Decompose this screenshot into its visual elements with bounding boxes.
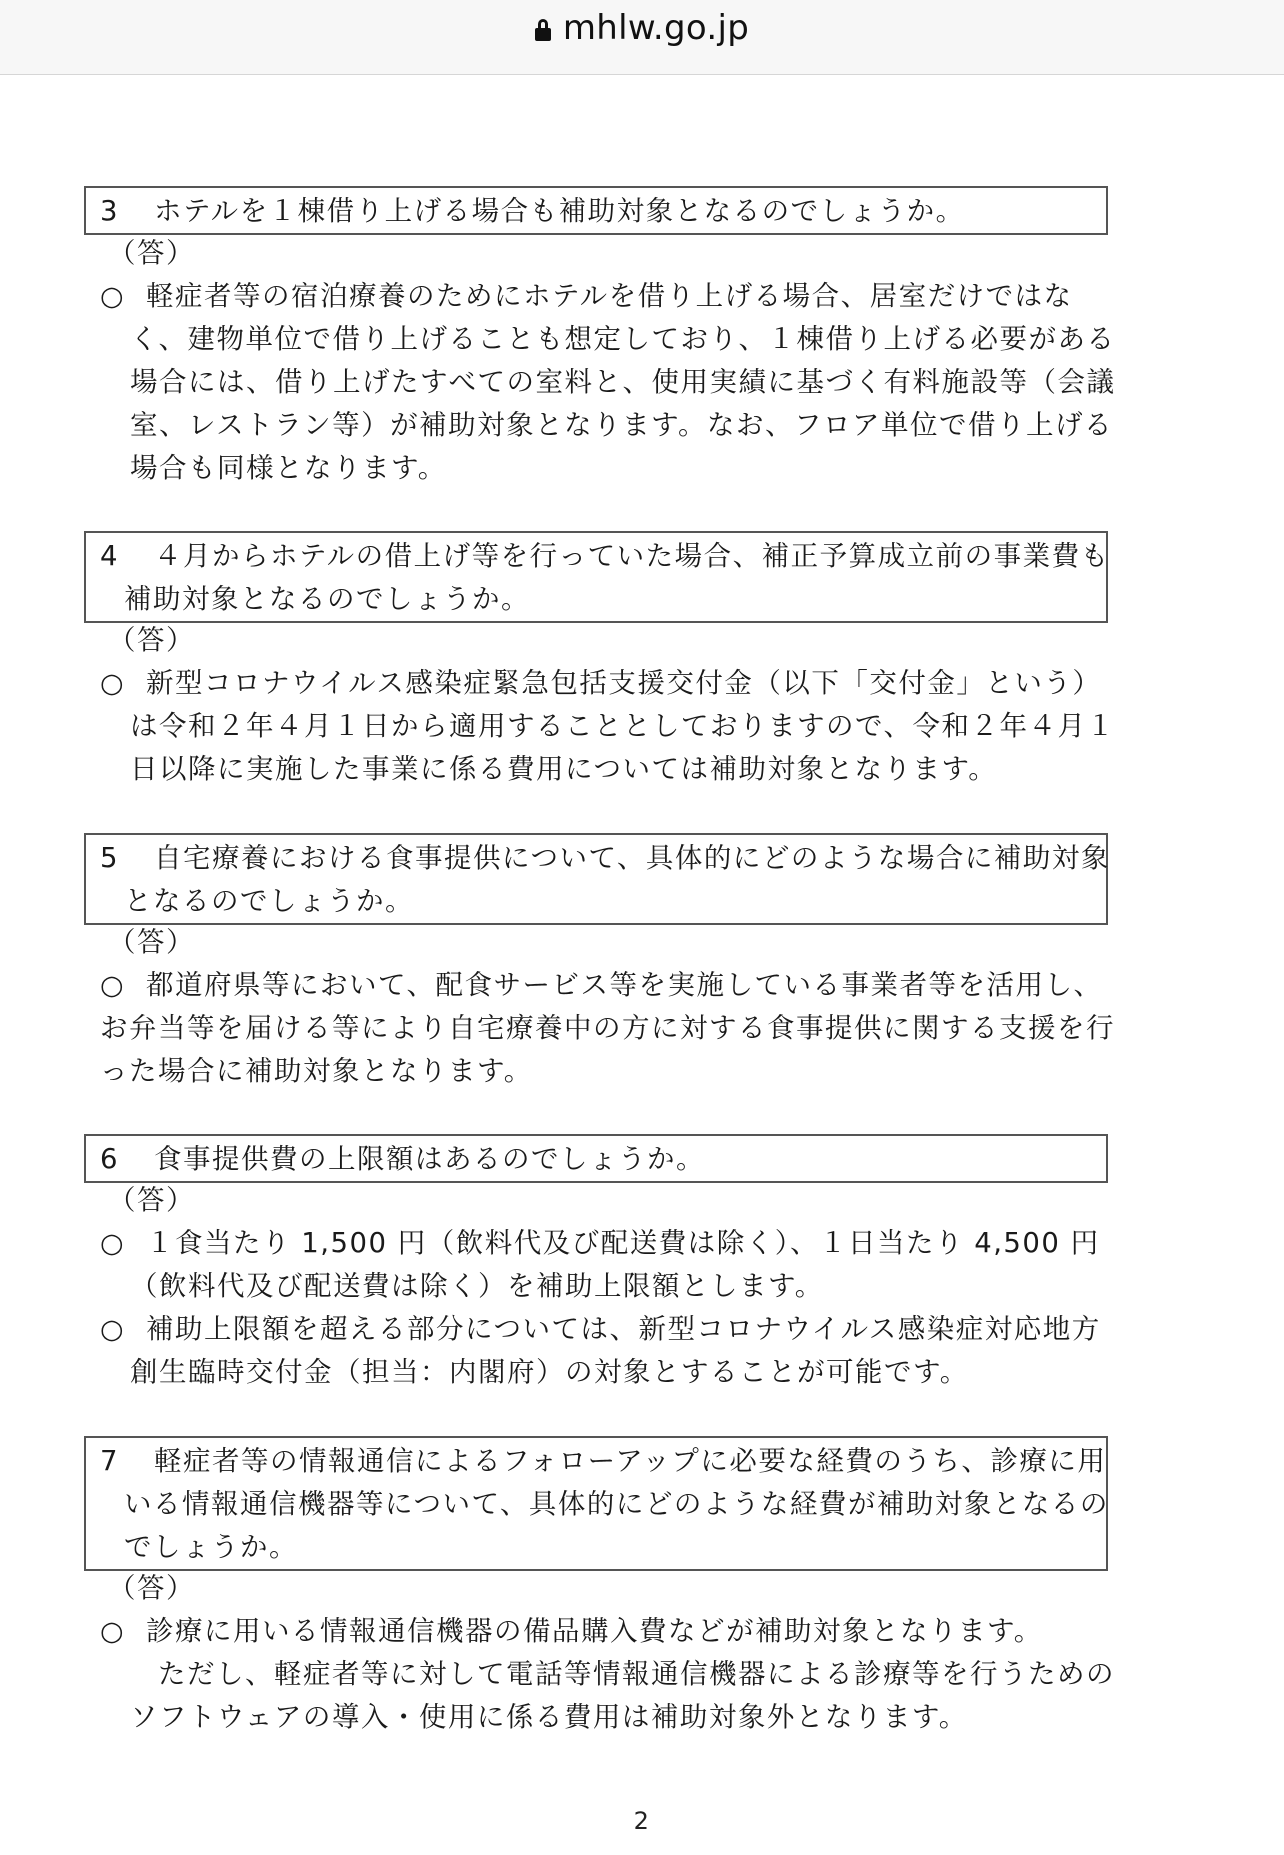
question-number: 7 (100, 1445, 119, 1477)
question-line (100, 190, 1096, 233)
question-number: 3 (100, 195, 119, 227)
answer-label: （答） (108, 1184, 195, 1216)
answer-line: ○ 診療に用いる情報通信機器の備品購入費などが補助対象となります。 (100, 1610, 1115, 1653)
answer-line: く、建物単位で借り上げることも想定しており、１棟借り上げる必要がある (130, 323, 1116, 355)
answer-line: った場合に補助対象となります。 (100, 1055, 533, 1087)
bullet-circle: ○ (100, 1314, 126, 1345)
question-line: いる情報通信機器等について、具体的にどのような経費が補助対象となるの (124, 1488, 1109, 1520)
question-box-3 (84, 186, 1108, 235)
question-line (100, 1138, 1096, 1181)
answer-line: 場合も同様となります。 (130, 452, 447, 484)
question-text: 食事提供費の上限額はあるのでしょうか。 (154, 1143, 705, 1175)
answer-3 (100, 275, 1115, 490)
answer-6 (100, 1222, 1101, 1394)
answer-label: （答） (108, 1572, 195, 1604)
answer-label: （答） (108, 624, 195, 656)
answer-line: ○ 軽症者等の宿泊療養のためにホテルを借り上げる場合、居室だけではな (100, 275, 1115, 318)
answer-line: ただし、軽症者等に対して電話等情報通信機器による診療等を行うための (158, 1658, 1115, 1690)
answer-7 (100, 1610, 1115, 1739)
bullet-circle: ○ (100, 668, 126, 699)
question-text: ４月からホテルの借上げ等を行っていた場合、補正予算成立前の事業費も (154, 540, 1110, 572)
question-number: 6 (100, 1143, 119, 1175)
question-number: 5 (100, 842, 119, 874)
answer-label: （答） (108, 926, 195, 958)
answer-line: ○ 都道府県等において、配食サービス等を実施している事業者等を活用し、 (100, 964, 1115, 1007)
answer-line: ソフトウェアの導入・使用に係る費用は補助対象外となります。 (130, 1701, 968, 1733)
url-text: mhlw.go.jp (562, 8, 750, 48)
question-text: 軽症者等の情報通信によるフォローアップに必要な経費のうち、診療に用 (154, 1445, 1107, 1477)
answer-line: 室、レストラン等）が補助対象となります。なお、フロア単位で借り上げる (130, 409, 1113, 441)
question-line (100, 837, 1110, 880)
answer-line: ○ 補助上限額を超える部分については、新型コロナウイルス感染症対応地方 (100, 1308, 1101, 1351)
answer-line: ○ １食当たり 1,500 円（飲料代及び配送費は除く）、１日当たり 4,500 円 (100, 1222, 1101, 1265)
bullet-circle: ○ (100, 970, 126, 1001)
url-display[interactable] (0, 4, 1284, 52)
answer-line: ○ 新型コロナウイルス感染症緊急包括支援交付金（以下「交付金」という） (100, 662, 1115, 705)
question-number: 4 (100, 540, 119, 572)
bullet-circle: ○ (100, 281, 126, 312)
question-box-4 (84, 531, 1108, 623)
answer-line: お弁当等を届ける等により自宅療養中の方に対する食事提供に関する支援を行 (100, 1012, 1115, 1044)
question-line: 補助対象となるのでしょうか。 (124, 583, 530, 615)
browser-url-bar[interactable] (0, 0, 1284, 75)
answer-line: （飲料代及び配送費は除く）を補助上限額とします。 (130, 1270, 824, 1302)
answer-4 (100, 662, 1115, 791)
question-box-6 (84, 1134, 1108, 1183)
page-number: 2 (633, 1807, 651, 1835)
question-text: 自宅療養における食事提供について、具体的にどのような場合に補助対象 (154, 842, 1110, 874)
question-line: となるのでしょうか。 (124, 885, 414, 917)
question-line: でしょうか。 (124, 1531, 298, 1563)
answer-5 (100, 964, 1115, 1093)
answer-line: 場合には、借り上げたすべての室料と、使用実績に基づく有料施設等（会議 (130, 366, 1116, 398)
answer-label: （答） (108, 237, 195, 269)
bullet-circle: ○ (100, 1228, 126, 1259)
bullet-circle: ○ (100, 1616, 126, 1647)
question-box-7 (84, 1436, 1108, 1571)
lock-icon (535, 19, 551, 41)
answer-line: 日以降に実施した事業に係る費用については補助対象となります。 (130, 753, 998, 785)
answer-line: は令和２年４月１日から適用することとしておりますので、令和２年４月１ (130, 710, 1116, 742)
question-text: ホテルを１棟借り上げる場合も補助対象となるのでしょうか。 (154, 195, 965, 227)
question-line (100, 1440, 1107, 1483)
answer-line: 創生臨時交付金（担当：内閣府）の対象とすることが可能です。 (130, 1356, 969, 1388)
question-box-5 (84, 833, 1108, 925)
question-line (100, 535, 1110, 578)
